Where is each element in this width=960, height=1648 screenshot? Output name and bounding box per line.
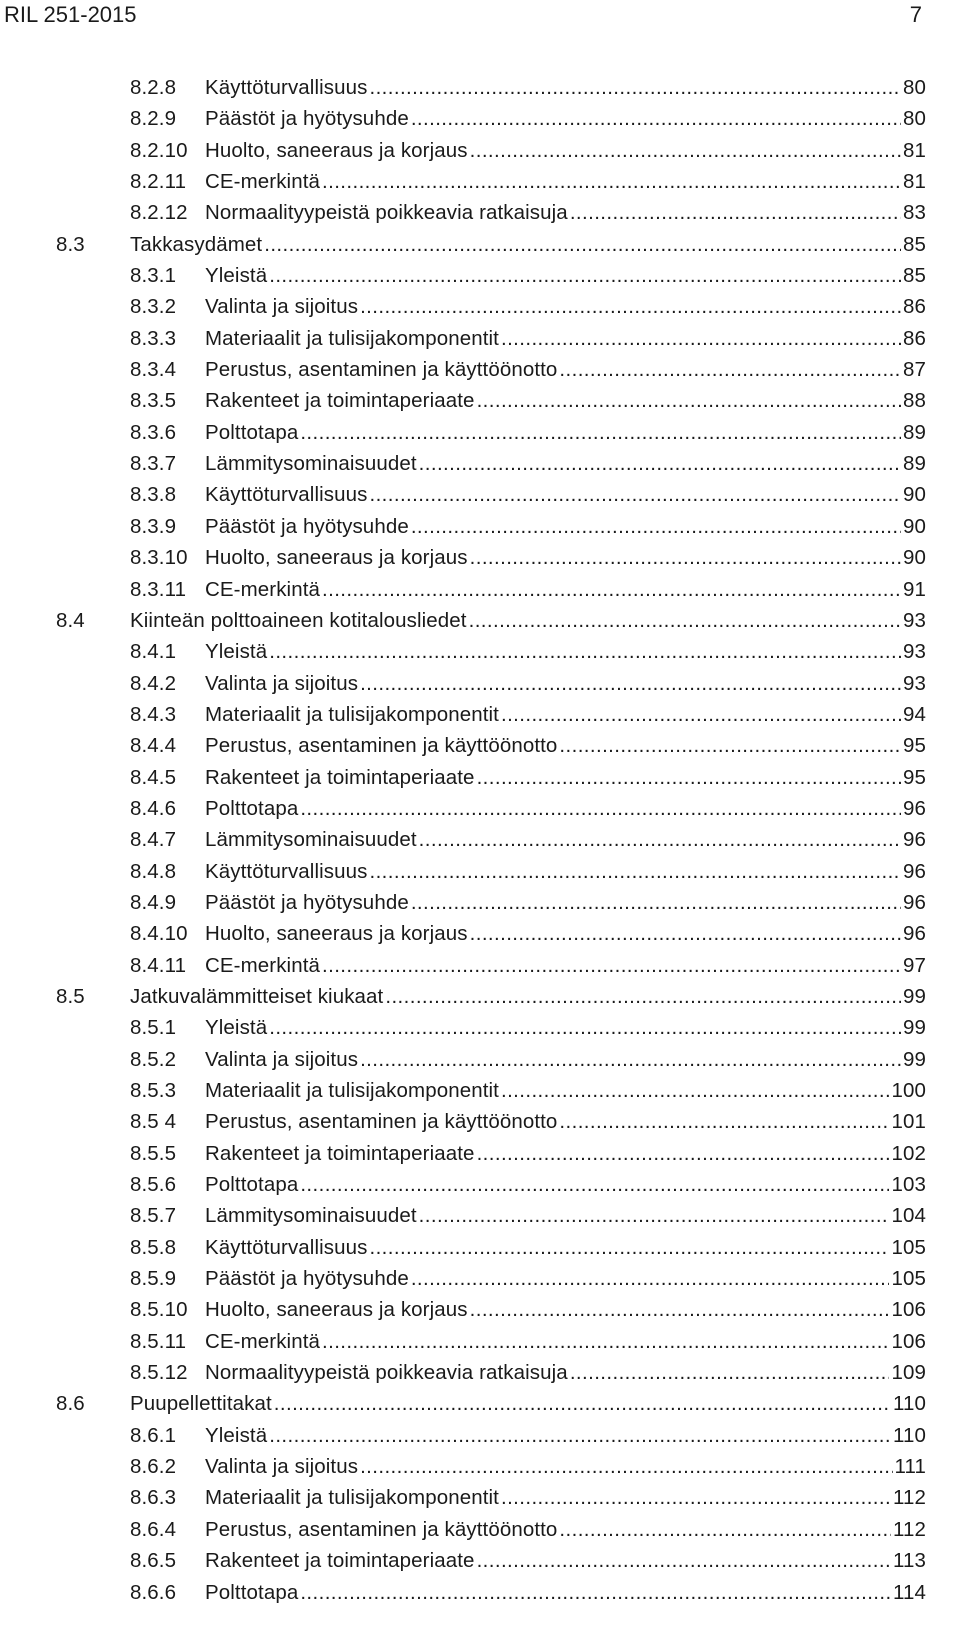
dot-leader <box>501 699 901 730</box>
dot-leader <box>369 479 901 510</box>
page-header <box>0 0 960 34</box>
toc-entry-line <box>205 1545 926 1576</box>
toc-entry-number: 8.5.7 <box>130 1204 177 1228</box>
toc-entry-number: 8.4.10 <box>130 922 188 946</box>
toc-entry-number: 8.6.2 <box>130 1455 177 1479</box>
toc-entry-title: Materiaalit ja tulisijakomponentit <box>205 702 499 726</box>
toc-entry[interactable] <box>0 1294 960 1325</box>
toc-entry[interactable] <box>0 1420 960 1451</box>
toc-entry-number: 8.6.5 <box>130 1549 177 1573</box>
toc-entry-page: 95 <box>902 765 926 789</box>
toc-entry-line <box>205 135 926 166</box>
toc-entry-number: 8.3.8 <box>130 483 177 507</box>
toc-entry-title: Valinta ja sijoitus <box>205 295 359 319</box>
toc-entry-title: Polttotapa <box>205 1173 299 1197</box>
toc-entry-title: Normaalityypeistä poikkeavia ratkaisuja <box>205 201 568 225</box>
toc-entry-number: 8.5.11 <box>130 1329 187 1353</box>
toc-entry-number: 8.4.11 <box>130 953 187 977</box>
toc-entry-title: CE-merkintä <box>205 953 321 977</box>
toc-entry-page: 80 <box>902 76 926 99</box>
toc-entry-page: 96 <box>902 859 926 883</box>
toc-entry-title: Perustus, asentaminen ja käyttöönotto <box>205 1517 558 1541</box>
toc-entry-title: Rakenteet ja toimintaperiaate <box>205 389 475 413</box>
toc-entry-number: 8.5.12 <box>130 1361 188 1385</box>
toc-entry-number: 8.4.4 <box>130 734 177 758</box>
toc-entry-title: Polttotapa <box>205 420 299 444</box>
dot-leader <box>269 1420 891 1451</box>
toc-entry-number: 8.3.4 <box>130 358 177 382</box>
dot-leader <box>501 1075 890 1106</box>
toc-entry-title: Lämmitysominaisuudet <box>205 828 417 852</box>
toc-entry-number: 8.4.5 <box>130 765 177 789</box>
toc-entry[interactable] <box>0 197 960 228</box>
dot-leader <box>322 166 901 197</box>
toc-entry-line <box>205 291 926 322</box>
toc-entry-line <box>130 605 926 636</box>
toc-entry[interactable] <box>0 762 960 793</box>
toc-entry-number: 8.3.2 <box>130 295 177 319</box>
dot-leader <box>369 1232 889 1263</box>
toc-entry-number: 8.6.4 <box>130 1517 177 1541</box>
dot-leader <box>477 1138 890 1169</box>
toc-entry-page: 103 <box>891 1173 926 1197</box>
toc-entry[interactable] <box>0 511 960 542</box>
toc-entry-title: Käyttöturvallisuus <box>205 859 368 883</box>
toc-entry[interactable] <box>0 918 960 949</box>
dot-leader <box>477 1545 891 1576</box>
toc-entry-page: 80 <box>902 107 926 131</box>
table-of-contents <box>0 72 960 1608</box>
toc-entry-page: 83 <box>902 201 926 225</box>
toc-entry-line <box>130 981 926 1012</box>
toc-entry[interactable] <box>0 574 960 605</box>
page-number: 7 <box>909 2 922 27</box>
toc-entry-number: 8.4.2 <box>130 671 177 695</box>
toc-entry-title: Yleistä <box>205 640 268 664</box>
toc-entry-line <box>130 229 926 260</box>
toc-entry[interactable] <box>0 1326 960 1357</box>
toc-entry-title: Rakenteet ja toimintaperiaate <box>205 1141 475 1165</box>
toc-entry[interactable] <box>0 1075 960 1106</box>
toc-entry-number: 8.4.3 <box>130 702 177 726</box>
toc-entry-number: 8.5.6 <box>130 1173 177 1197</box>
toc-entry-page: 86 <box>902 326 926 350</box>
toc-entry-page: 96 <box>902 796 926 820</box>
dot-leader <box>269 636 901 667</box>
dot-leader <box>300 793 901 824</box>
dot-leader <box>419 1200 890 1231</box>
toc-entry-line <box>205 197 926 228</box>
toc-entry-line <box>205 72 926 103</box>
toc-entry-title: Materiaalit ja tulisijakomponentit <box>205 1486 499 1510</box>
dot-leader <box>322 574 901 605</box>
toc-entry-line <box>205 1138 926 1169</box>
dot-leader <box>360 291 901 322</box>
toc-entry-line <box>205 824 926 855</box>
toc-entry-line <box>205 793 926 824</box>
toc-entry-title: Puupellettitakat <box>130 1392 272 1416</box>
toc-entry[interactable] <box>0 1388 960 1419</box>
toc-entry-title: Päästöt ja hyötysuhde <box>205 1267 409 1291</box>
toc-entry-page: 106 <box>891 1298 926 1322</box>
dot-leader <box>269 1012 901 1043</box>
toc-entry-number: 8.2.12 <box>130 201 188 225</box>
toc-entry[interactable] <box>0 291 960 322</box>
dot-leader <box>559 354 901 385</box>
toc-entry-title: Perustus, asentaminen ja käyttöönotto <box>205 734 558 758</box>
toc-entry-page: 85 <box>902 232 926 256</box>
toc-entry-page: 95 <box>902 734 926 758</box>
toc-entry-line <box>205 166 926 197</box>
toc-entry-line <box>205 699 926 730</box>
toc-entry-line <box>205 918 926 949</box>
toc-entry-title: Lämmitysominaisuudet <box>205 452 417 476</box>
toc-entry[interactable] <box>0 479 960 510</box>
dot-leader <box>570 197 901 228</box>
toc-entry[interactable] <box>0 354 960 385</box>
toc-entry-title: Polttotapa <box>205 1580 299 1604</box>
toc-entry[interactable] <box>0 1451 960 1482</box>
toc-entry-title: Rakenteet ja toimintaperiaate <box>205 1549 475 1573</box>
dot-leader <box>559 730 901 761</box>
toc-entry-page: 96 <box>902 828 926 852</box>
toc-entry-title: Valinta ja sijoitus <box>205 671 359 695</box>
toc-entry-number: 8.3.7 <box>130 452 177 476</box>
toc-entry[interactable] <box>0 323 960 354</box>
toc-entry-number: 8.2.11 <box>130 170 187 194</box>
toc-entry-line <box>205 260 926 291</box>
dot-leader <box>559 1106 889 1137</box>
toc-entry-title: CE-merkintä <box>205 1329 321 1353</box>
toc-entry[interactable] <box>0 981 960 1012</box>
toc-entry-page: 96 <box>902 890 926 914</box>
dot-leader <box>322 950 901 981</box>
toc-entry-number: 8.4.6 <box>130 796 177 820</box>
toc-entry-line <box>205 1420 926 1451</box>
toc-entry-number: 8.2.8 <box>130 76 177 99</box>
dot-leader <box>411 511 901 542</box>
dot-leader <box>369 72 901 103</box>
toc-entry[interactable] <box>0 385 960 416</box>
toc-entry[interactable] <box>0 229 960 260</box>
document-id: RIL 251-2015 <box>4 2 137 27</box>
toc-entry[interactable] <box>0 730 960 761</box>
dot-leader <box>264 229 901 260</box>
toc-entry-title: Valinta ja sijoitus <box>205 1455 359 1479</box>
toc-entry-number: 8.5.9 <box>130 1267 177 1291</box>
toc-entry-title: Materiaalit ja tulisijakomponentit <box>205 326 499 350</box>
toc-entry-number: 8.3 <box>56 232 85 256</box>
toc-entry-page: 93 <box>902 640 926 664</box>
toc-entry-title: CE-merkintä <box>205 577 321 601</box>
toc-entry[interactable] <box>0 1138 960 1169</box>
toc-entry-title: Huolto, saneeraus ja korjaus <box>205 138 468 162</box>
dot-leader <box>470 1294 890 1325</box>
toc-entry-line <box>205 950 926 981</box>
toc-entry-line <box>205 1482 926 1513</box>
dot-leader <box>570 1357 890 1388</box>
toc-entry-line <box>205 1106 926 1137</box>
toc-entry-page: 86 <box>902 295 926 319</box>
toc-entry-title: Päästöt ja hyötysuhde <box>205 107 409 131</box>
toc-entry-page: 97 <box>902 953 926 977</box>
toc-entry-line <box>205 1075 926 1106</box>
dot-leader <box>360 1044 901 1075</box>
toc-entry-page: 113 <box>893 1549 926 1573</box>
toc-entry-line <box>205 1012 926 1043</box>
toc-entry-title: Jatkuvalämmitteiset kiukaat <box>130 984 384 1008</box>
toc-entry-title: Takkasydämet <box>130 232 263 256</box>
toc-entry-number: 8.3.6 <box>130 420 177 444</box>
toc-entry-title: Polttotapa <box>205 796 299 820</box>
toc-entry-page: 89 <box>902 420 926 444</box>
toc-entry-number: 8.5.3 <box>130 1079 177 1102</box>
toc-entry-number: 8.5.2 <box>130 1047 177 1071</box>
toc-entry-line <box>205 1577 926 1608</box>
toc-entry-line <box>205 668 926 699</box>
toc-entry-line <box>205 1263 926 1294</box>
toc-entry[interactable] <box>0 103 960 134</box>
toc-entry-title: Käyttöturvallisuus <box>205 483 368 507</box>
toc-entry-title: CE-merkintä <box>205 170 321 194</box>
toc-entry[interactable] <box>0 856 960 887</box>
toc-entry-number: 8.4.9 <box>130 890 177 914</box>
toc-entry[interactable] <box>0 448 960 479</box>
toc-entry-title: Valinta ja sijoitus <box>205 1047 359 1071</box>
toc-entry-page: 104 <box>891 1204 926 1228</box>
toc-entry-number: 8.3.9 <box>130 514 177 538</box>
toc-entry-line <box>205 448 926 479</box>
dot-leader <box>477 385 901 416</box>
toc-entry-page: 101 <box>891 1110 926 1134</box>
dot-leader <box>469 605 901 636</box>
dot-leader <box>322 1326 889 1357</box>
toc-entry[interactable] <box>0 1106 960 1137</box>
dot-leader <box>385 981 901 1012</box>
toc-entry[interactable] <box>0 1577 960 1608</box>
toc-entry-title: Perustus, asentaminen ja käyttöönotto <box>205 358 558 382</box>
toc-entry-title: Lämmitysominaisuudet <box>205 1204 417 1228</box>
toc-entry[interactable] <box>0 1232 960 1263</box>
dot-leader <box>300 417 901 448</box>
toc-entry-line <box>205 730 926 761</box>
toc-entry-title: Kiinteän polttoaineen kotitalousliedet <box>130 608 467 632</box>
toc-entry[interactable] <box>0 166 960 197</box>
toc-entry[interactable] <box>0 793 960 824</box>
toc-entry-title: Perustus, asentaminen ja käyttöönotto <box>205 1110 558 1134</box>
toc-entry-line <box>205 856 926 887</box>
toc-entry-line <box>205 887 926 918</box>
toc-entry[interactable] <box>0 1044 960 1075</box>
toc-entry[interactable] <box>0 1169 960 1200</box>
dot-leader <box>300 1169 889 1200</box>
toc-entry[interactable] <box>0 135 960 166</box>
toc-entry-number: 8.2.9 <box>130 107 177 131</box>
toc-entry[interactable] <box>0 417 960 448</box>
toc-entry-page: 93 <box>902 671 926 695</box>
toc-entry-number: 8.3.3 <box>130 326 177 350</box>
toc-entry-number: 8.4.1 <box>130 640 177 664</box>
dot-leader <box>269 260 901 291</box>
dot-leader <box>419 448 901 479</box>
toc-entry-line <box>205 1294 926 1325</box>
toc-entry-page: 87 <box>902 358 926 382</box>
toc-entry-page: 81 <box>902 170 926 194</box>
toc-entry-title: Huolto, saneeraus ja korjaus <box>205 922 468 946</box>
toc-entry-line <box>205 1200 926 1231</box>
dot-leader <box>470 542 901 573</box>
dot-leader <box>411 103 901 134</box>
toc-entry-page: 105 <box>891 1267 926 1291</box>
toc-entry[interactable] <box>0 260 960 291</box>
toc-entry-number: 8.5.10 <box>130 1298 188 1322</box>
toc-entry-line <box>205 574 926 605</box>
toc-entry-page: 99 <box>902 1016 926 1040</box>
toc-entry-page: 91 <box>902 577 926 601</box>
toc-entry-line <box>205 323 926 354</box>
toc-entry-number: 8.2.10 <box>130 138 188 162</box>
toc-entry-line <box>205 636 926 667</box>
dot-leader <box>559 1514 891 1545</box>
dot-leader <box>419 824 901 855</box>
toc-entry[interactable] <box>0 1200 960 1231</box>
toc-entry-line <box>205 103 926 134</box>
dot-leader <box>300 1577 891 1608</box>
dot-leader <box>411 1263 890 1294</box>
toc-entry-line <box>205 1451 926 1482</box>
toc-entry-number: 8.6.6 <box>130 1580 177 1604</box>
toc-entry-title: Rakenteet ja toimintaperiaate <box>205 765 475 789</box>
dot-leader <box>470 135 901 166</box>
toc-entry-page: 99 <box>902 1047 926 1071</box>
toc-entry-number: 8.5.1 <box>130 1016 177 1040</box>
dot-leader <box>369 856 901 887</box>
dot-leader <box>470 918 901 949</box>
toc-entry-page: 110 <box>893 1392 926 1416</box>
toc-entry-title: Huolto, saneeraus ja korjaus <box>205 1298 468 1322</box>
dot-leader <box>501 323 901 354</box>
toc-entry-line <box>205 385 926 416</box>
toc-entry-page: 90 <box>902 546 926 570</box>
toc-entry-line <box>205 479 926 510</box>
toc-entry-page: 112 <box>893 1486 926 1510</box>
toc-entry-page: 102 <box>891 1141 926 1165</box>
toc-entry-page: 106 <box>891 1329 926 1353</box>
toc-entry-line <box>205 1514 926 1545</box>
toc-entry-line <box>205 1357 926 1388</box>
toc-entry[interactable] <box>0 1012 960 1043</box>
toc-entry-title: Huolto, saneeraus ja korjaus <box>205 546 468 570</box>
toc-entry-title: Päästöt ja hyötysuhde <box>205 890 409 914</box>
toc-entry-page: 112 <box>893 1517 926 1541</box>
toc-entry-number: 8.5 4 <box>130 1110 177 1134</box>
toc-entry-page: 90 <box>902 483 926 507</box>
toc-entry-page: 88 <box>902 389 926 413</box>
toc-entry-number: 8.6.3 <box>130 1486 177 1510</box>
toc-entry-title: Normaalityypeistä poikkeavia ratkaisuja <box>205 1361 568 1385</box>
toc-entry-title: Yleistä <box>205 1423 268 1447</box>
toc-entry-title: Yleistä <box>205 264 268 288</box>
toc-entry-line <box>205 511 926 542</box>
toc-entry-line <box>205 417 926 448</box>
toc-entry-number: 8.4.7 <box>130 828 177 852</box>
toc-entry[interactable] <box>0 1263 960 1294</box>
toc-entry-line <box>130 1388 926 1419</box>
toc-entry[interactable] <box>0 950 960 981</box>
toc-entry-page: 93 <box>902 608 926 632</box>
toc-entry-title: Materiaalit ja tulisijakomponentit <box>205 1079 499 1102</box>
toc-entry-page: 110 <box>893 1423 926 1447</box>
toc-entry[interactable] <box>0 1357 960 1388</box>
toc-entry-page: 99 <box>902 984 926 1008</box>
toc-entry[interactable] <box>0 542 960 573</box>
toc-entry-number: 8.3.10 <box>130 546 188 570</box>
toc-entry-line <box>205 1169 926 1200</box>
toc-entry[interactable] <box>0 72 960 103</box>
toc-entry[interactable] <box>0 668 960 699</box>
toc-entry[interactable] <box>0 1482 960 1513</box>
toc-entry-number: 8.6 <box>56 1392 85 1416</box>
toc-entry-page: 81 <box>902 138 926 162</box>
toc-entry-line <box>205 1044 926 1075</box>
toc-entry-number: 8.3.5 <box>130 389 177 413</box>
toc-entry-title: Käyttöturvallisuus <box>205 1235 368 1259</box>
toc-entry-line <box>205 1326 926 1357</box>
toc-entry-page: 100 <box>891 1079 926 1102</box>
toc-entry[interactable] <box>0 1514 960 1545</box>
toc-entry-title: Käyttöturvallisuus <box>205 76 368 99</box>
toc-entry-number: 8.3.11 <box>130 577 187 601</box>
toc-entry-title: Päästöt ja hyötysuhde <box>205 514 409 538</box>
toc-entry-page: 90 <box>902 514 926 538</box>
toc-entry-page: 111 <box>894 1455 926 1479</box>
toc-entry-page: 96 <box>902 922 926 946</box>
toc-entry-page: 94 <box>902 702 926 726</box>
toc-entry-number: 8.5 <box>56 984 85 1008</box>
toc-entry-page: 85 <box>902 264 926 288</box>
toc-entry-page: 114 <box>893 1580 926 1604</box>
toc-entry[interactable] <box>0 605 960 636</box>
toc-entry-number: 8.5.8 <box>130 1235 177 1259</box>
dot-leader <box>411 887 901 918</box>
toc-entry[interactable] <box>0 1545 960 1576</box>
toc-entry-page: 105 <box>891 1235 926 1259</box>
toc-entry-number: 8.4 <box>56 608 85 632</box>
toc-entry-number: 8.3.1 <box>130 264 177 288</box>
toc-entry-number: 8.4.8 <box>130 859 177 883</box>
dot-leader <box>477 762 901 793</box>
toc-entry-line <box>205 354 926 385</box>
toc-entry[interactable] <box>0 887 960 918</box>
toc-entry[interactable] <box>0 699 960 730</box>
toc-entry-page: 109 <box>891 1361 926 1385</box>
toc-entry[interactable] <box>0 636 960 667</box>
dot-leader <box>360 1451 892 1482</box>
toc-entry-line <box>205 1232 926 1263</box>
dot-leader <box>501 1482 891 1513</box>
toc-entry[interactable] <box>0 824 960 855</box>
dot-leader <box>360 668 901 699</box>
toc-entry-line <box>205 762 926 793</box>
dot-leader <box>274 1388 891 1419</box>
toc-entry-number: 8.5.5 <box>130 1141 177 1165</box>
toc-entry-line <box>205 542 926 573</box>
toc-entry-title: Yleistä <box>205 1016 268 1040</box>
toc-entry-page: 89 <box>902 452 926 476</box>
toc-entry-number: 8.6.1 <box>130 1423 177 1447</box>
